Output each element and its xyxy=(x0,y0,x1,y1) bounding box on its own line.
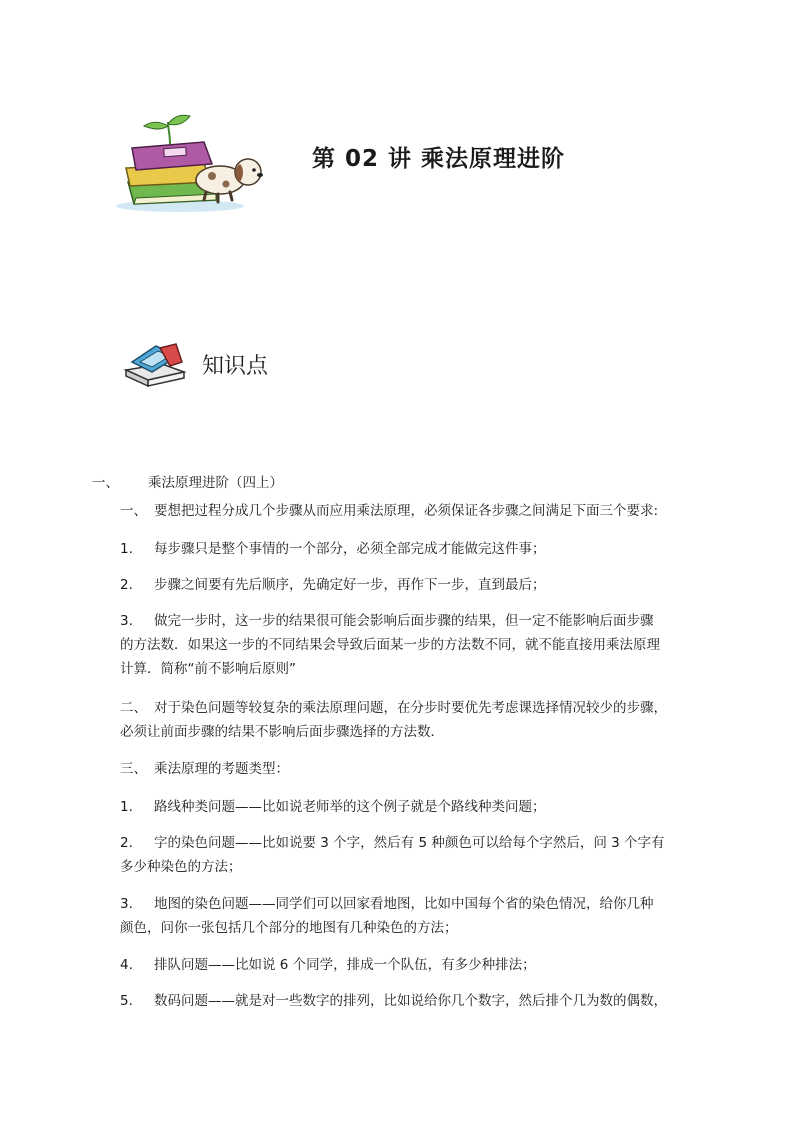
list-item xyxy=(120,573,546,597)
point-text: 对于染色问题等较复杂的乘法原理问题，在分步时要优先考虑课选择情况较少的步骤， xyxy=(154,700,667,716)
point-text: 乘法原理的考题类型： xyxy=(154,761,289,777)
list-item-text: 路线种类问题——比如说老师举的这个例子就是个路线种类问题； xyxy=(154,799,546,815)
point-one xyxy=(120,499,658,523)
list-item xyxy=(120,609,686,681)
point-three xyxy=(120,757,289,781)
point-marker: 三、 xyxy=(120,761,147,777)
list-item-text: 计算．简称“前不影响后原则” xyxy=(120,661,296,677)
list-item-number: 2. xyxy=(120,835,133,851)
list-item xyxy=(120,795,546,819)
point-text: 必须让前面步骤的结果不影响后面步骤选择的方法数． xyxy=(120,724,444,740)
books-puppy-illustration xyxy=(108,112,268,216)
list-item-text: 排队问题——比如说 6 个同学，排成一个队伍，有多少种排法； xyxy=(154,957,536,973)
list-item xyxy=(120,831,686,879)
list-item-number: 3. xyxy=(120,613,133,629)
list-item-number: 2. xyxy=(120,577,133,593)
list-item xyxy=(120,989,667,1013)
list-item-text: 字的染色问题——比如说要 3 个字，然后有 5 种颜色可以给每个字然后，问 3 个字有 xyxy=(154,835,665,851)
list-item xyxy=(120,892,686,940)
list-item-text: 地图的染色问题——同学们可以回家看地图，比如中国每个省的染色情况，给你几种 xyxy=(154,896,654,912)
list-item-text: 每步骤只是整个事情的一个部分，必须全部完成才能做完这件事； xyxy=(154,541,546,557)
point-two xyxy=(120,696,686,744)
outline-heading-text: 乘法原理进阶（四上） xyxy=(148,475,283,491)
point-marker: 二、 xyxy=(120,700,147,716)
list-item xyxy=(120,537,546,561)
page-title: 第 02 讲 乘法原理进阶 xyxy=(312,146,566,172)
section-title: 知识点 xyxy=(202,354,269,379)
point-text: 要想把过程分成几个步骤从而应用乘法原理，必须保证各步骤之间满足下面三个要求: xyxy=(154,503,659,519)
list-item-text: 多少种染色的方法； xyxy=(120,859,242,875)
list-item-text: 步骤之间要有先后顺序，先确定好一步，再作下一步，直到最后； xyxy=(154,577,546,593)
list-item xyxy=(120,953,536,977)
list-item-text: 数码问题——就是对一些数字的排列，比如说给你几个数字，然后排个几为数的偶数， xyxy=(154,993,667,1009)
list-item-number: 3. xyxy=(120,896,133,912)
point-marker: 一、 xyxy=(120,503,147,519)
list-item-text: 的方法数．如果这一步的不同结果会导致后面某一步的方法数不同，就不能直接用乘法原理 xyxy=(120,637,660,653)
list-item-number: 1. xyxy=(120,799,133,815)
books-icon xyxy=(122,340,188,388)
list-item-number: 1. xyxy=(120,541,133,557)
list-item-text: 颜色，问你一张包括几个部分的地图有几种染色的方法； xyxy=(120,920,458,936)
outline-marker: 一、 xyxy=(92,475,119,491)
list-item-text: 做完一步时，这一步的结果很可能会影响后面步骤的结果，但一定不能影响后面步骤 xyxy=(154,613,654,629)
list-item-number: 5. xyxy=(120,993,133,1009)
list-item-number: 4. xyxy=(120,957,133,973)
outline-heading xyxy=(92,471,283,495)
